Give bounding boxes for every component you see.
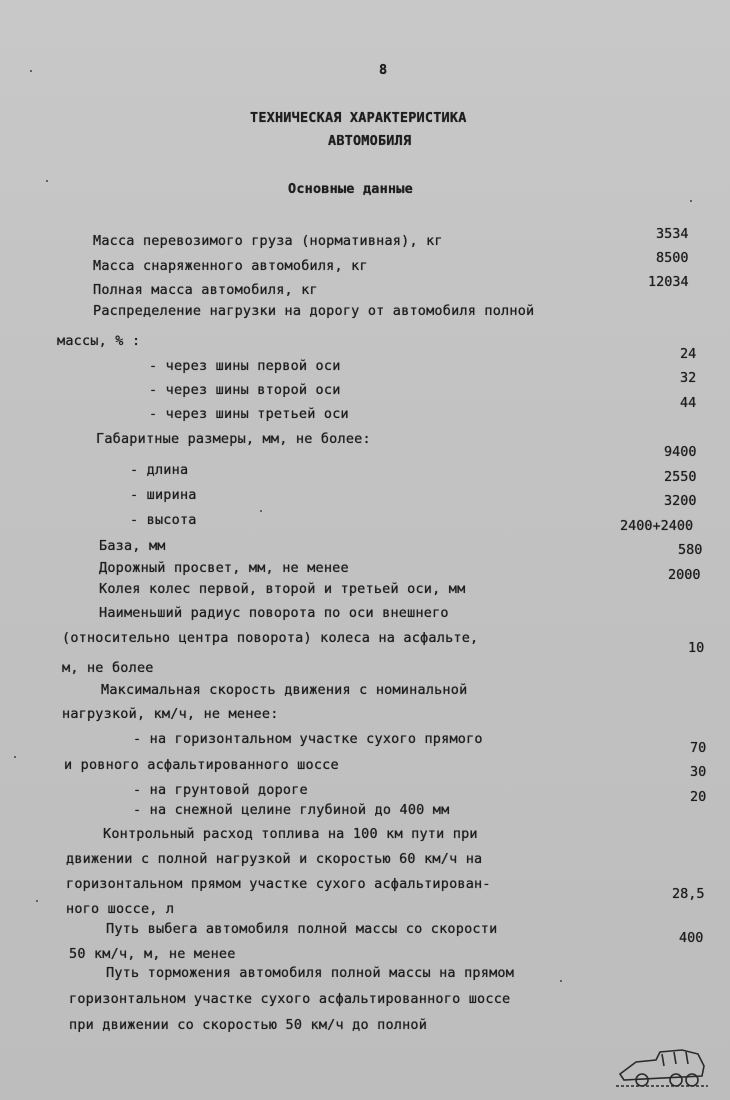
spec-line-track: Колея колес первой, второй и третьей оси, мм (99, 581, 466, 597)
spec-value-length: 9400 (664, 444, 697, 460)
title-line-1: ТЕХНИЧЕСКАЯ ХАРАКТЕРИСТИКА (250, 110, 467, 126)
spec-line-length: - длина (130, 462, 189, 478)
spec-line-cargo-mass: Масса перевозимого груза (нормативная), кг (93, 233, 443, 249)
spec-line-turning-radius-2: (относительно центра поворота) колеса на асфальте, (62, 630, 479, 646)
spec-line-speed-dirt: - на грунтовой дороге (133, 782, 308, 798)
spec-value-turning-radius: 10 (688, 640, 705, 656)
spec-line-axle-3: - через шины третьей оси (149, 406, 349, 422)
spec-line-curb-mass: Масса снаряженного автомобиля, кг (93, 258, 368, 274)
spec-value-speed-dirt: 30 (690, 764, 707, 780)
spec-line-fuel-4: ного шоссе, л (66, 901, 175, 917)
spec-value-curb-mass: 8500 (656, 250, 689, 266)
spec-value-axle-2: 32 (680, 370, 697, 386)
spec-line-turning-radius-3: м, не более (62, 660, 154, 676)
spec-line-braking: Путь торможения автомобиля полной массы на прямом (106, 965, 515, 981)
section-title: Основные данные (288, 181, 413, 197)
spec-line-turning-radius: Наименьший радиус поворота по оси внешнего (99, 605, 449, 621)
spec-line-dimensions: Габаритные размеры, мм, не более: (96, 431, 371, 447)
spec-value-axle-3: 44 (680, 395, 697, 411)
spec-line-max-speed-2: нагрузкой, км/ч, не менее: (62, 706, 279, 722)
spec-value-coast: 400 (679, 930, 704, 946)
spec-value-track: 2000 (668, 567, 701, 583)
spec-line-speed-highway-2: и ровного асфальтированного шоссе (64, 757, 339, 773)
spec-line-fuel-2: движении с полной нагрузкой и скоростью 60 км/ч на (66, 851, 483, 867)
spec-line-load-distribution: Распределение нагрузки на дорогу от автомобиля полной (93, 303, 535, 319)
spec-value-axle-1: 24 (680, 346, 697, 362)
spec-value-speed-snow: 20 (690, 789, 707, 805)
noise-speck (36, 900, 38, 902)
spec-value-width: 2550 (664, 469, 697, 485)
title-line-2: АВТОМОБИЛЯ (328, 133, 412, 149)
spec-line-max-speed: Максимальная скорость движения с номинальной (101, 682, 468, 698)
noise-speck (260, 510, 262, 512)
spec-line-load-distribution-cont: массы, % : (57, 333, 141, 349)
spec-line-axle-1: - через шины первой оси (149, 358, 341, 374)
spec-line-fuel-3: горизонтальном прямом участке сухого асфальтирован- (66, 876, 491, 892)
noise-speck (30, 70, 32, 72)
spec-line-gross-mass: Полная масса автомобиля, кг (93, 282, 318, 298)
spec-line-speed-highway: - на горизонтальном участке сухого прямого (133, 731, 483, 747)
spec-line-axle-2: - через шины второй оси (149, 382, 341, 398)
page-number: 8 (379, 62, 388, 78)
spec-value-cargo-mass: 3534 (656, 226, 689, 242)
spec-line-coast-2: 50 км/ч, м, не менее (69, 946, 236, 962)
spec-line-braking-3: при движении со скоростью 50 км/ч до полной (69, 1017, 428, 1033)
truck-stamp-icon (612, 1040, 712, 1092)
noise-speck (690, 200, 692, 202)
noise-speck (560, 980, 562, 982)
spec-line-height: - высота (130, 512, 197, 528)
spec-line-clearance: Дорожный просвет, мм, не менее (99, 560, 349, 576)
spec-value-height: 3200 (664, 493, 697, 509)
spec-value-speed-highway: 70 (690, 740, 707, 756)
noise-speck (46, 180, 48, 182)
spec-line-fuel: Контрольный расход топлива на 100 км пути при (103, 826, 478, 842)
spec-line-wheelbase: База, мм (99, 538, 166, 554)
spec-value-gross-mass: 12034 (648, 274, 689, 290)
spec-value-clearance: 580 (678, 542, 703, 558)
spec-line-coast: Путь выбега автомобиля полной массы со скорости (106, 921, 498, 937)
noise-speck (14, 756, 16, 758)
spec-line-braking-2: горизонтальном участке сухого асфальтированного шоссе (69, 991, 511, 1007)
spec-line-speed-snow: - на снежной целине глубиной до 400 мм (133, 802, 450, 818)
spec-value-fuel: 28,5 (672, 886, 705, 902)
spec-value-wheelbase: 2400+2400 (620, 518, 694, 534)
spec-line-width: - ширина (130, 487, 197, 503)
